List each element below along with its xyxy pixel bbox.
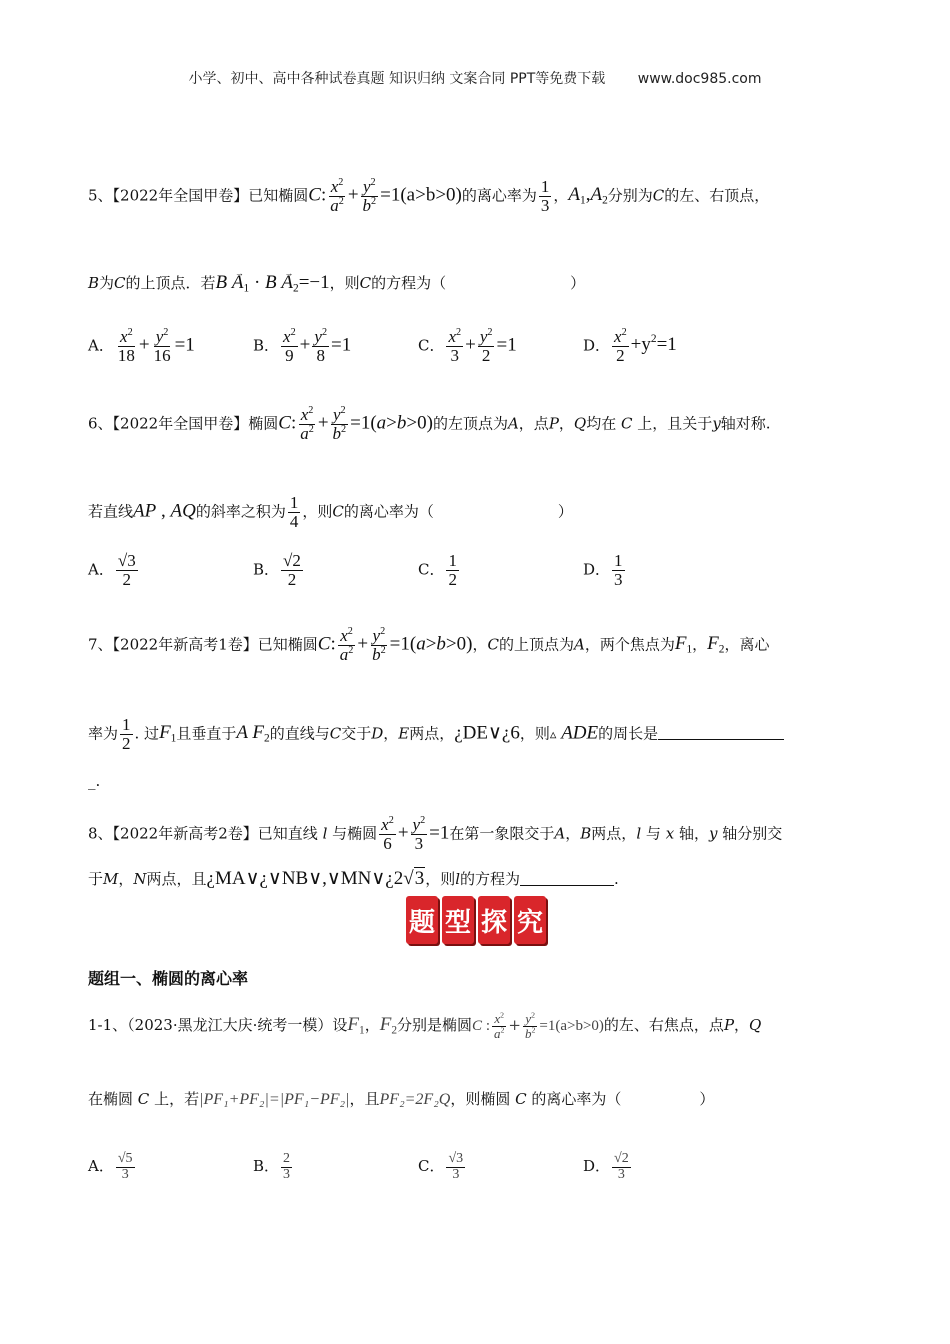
- q11-option-c[interactable]: C． $\frac{√3}{3}$: [418, 1151, 464, 1182]
- q6-options: [88, 552, 868, 592]
- q5-tag: 【2022年全国甲卷】: [112, 186, 249, 205]
- q6-line1: 6、【2022年全国甲卷】椭圆C: $\frac{x^2}{a^2}$ + $\frac{y^2}{b^2}$ =1(a>b>0)的左顶点为A，点P，Q均在 C 上，且关于y轴对称.: [88, 404, 771, 443]
- q7-line3: _.: [88, 772, 101, 790]
- q6-option-c[interactable]: C． $\frac{1}{2}$: [418, 551, 457, 589]
- banner-char: 究: [514, 896, 546, 944]
- q11-line2: 在椭圆 C 上，若|PF₁+PF₂|=|PF₁−PF₂|，且PF₂=2F₂Q，则椭圆 C 的离心率为（ ）: [88, 1090, 715, 1108]
- banner-char: 题: [406, 896, 438, 944]
- q5-option-d[interactable]: D． $\frac{x^2}{2}$ $+y^2=1$: [583, 326, 677, 365]
- q8-line1: 8、【2022年新高考2卷】已知直线 l 与椭圆 $\frac{x^2}{6}$ + $\frac{y^2}{3}$ =1在第一象限交于A，B两点，l 与 x 轴，y 轴分别交: [88, 814, 783, 853]
- page-header: [0, 68, 950, 88]
- banner-char: 探: [478, 896, 510, 944]
- q11-option-a[interactable]: A． $\frac{√5}{3}$: [88, 1151, 133, 1182]
- banner-char: 型: [442, 896, 474, 944]
- q11-line1: 1-1、（2023·黑龙江大庆·统考一模）设$F_1$，$F_2$分别是椭圆C : $\frac{x^2}{a^2}$ + $\frac{y^2}{b^2}$ =1(a>b>0)的左、右焦点，点P，Q: [88, 1010, 762, 1041]
- section-title: 题组一、椭圆的离心率: [88, 969, 249, 988]
- q11-options: [88, 1144, 868, 1188]
- q11-option-d[interactable]: D． $\frac{√2}{3}$: [583, 1151, 629, 1182]
- q5-option-c[interactable]: C． $\frac{x^2}{3}$ + $\frac{y^2}{2}$ =1: [418, 326, 517, 365]
- q5-line1: 5、【2022年全国甲卷】已知椭圆C: $\frac{x^2}{a^2}$ + $\frac{y^2}{b^2}$ =1(a>b>0)的离心率为 $\frac{1}{3}$ ，$A_1,A_2$分别为C的左、右顶点，: [88, 176, 770, 215]
- q11-option-b[interactable]: B． $\frac{2}{3}$: [253, 1151, 291, 1182]
- q5-line2: B为C的上顶点．若$B \to A_1 \cdot B \to A_2=-1$，则C的方程为（ ）: [88, 272, 868, 294]
- q5-option-a[interactable]: A． $\frac{x^2}{18}$ + $\frac{y^2}{16}$ =1: [88, 326, 195, 365]
- q5-options: [88, 328, 868, 368]
- q8-line2: 于M，N两点，且¿MA∨¿∨NB∨,∨MN∨¿2√3，则l的方程为 .: [88, 868, 619, 889]
- q6-line2: 若直线AP , AQ的斜率之积为 $\frac{1}{4}$ ，则C的离心率为（ ）: [88, 493, 573, 531]
- q6-option-a[interactable]: A． $\frac{√3}{2}$: [88, 551, 136, 589]
- q7-line1: 7、【2022年新高考1卷】已知椭圆C: $\frac{x^2}{a^2}$ + $\frac{y^2}{b^2}$ =1(a>b>0)，C的上顶点为A，两个焦点为$F_1$，$F_2$，离心: [88, 625, 770, 664]
- header-url[interactable]: www.doc985.com: [637, 71, 762, 87]
- q6-option-d[interactable]: D． $\frac{1}{3}$: [583, 551, 623, 589]
- q7-line2: 率为 $\frac{1}{2}$ . 过$F_1$且垂直于A $F_2$的直线与C交于D，E两点，¿DE∨¿6，则▵ ADE的周长是: [88, 716, 868, 753]
- q6-option-b[interactable]: B． $\frac{√2}{2}$: [253, 551, 301, 589]
- section-banner: [406, 896, 546, 946]
- header-text: 小学、初中、高中各种试卷真题 知识归纳 文案合同 PPT等免费下载: [188, 71, 606, 87]
- q5-option-b[interactable]: B． $\frac{x^2}{9}$ + $\frac{y^2}{8}$ =1: [253, 326, 352, 365]
